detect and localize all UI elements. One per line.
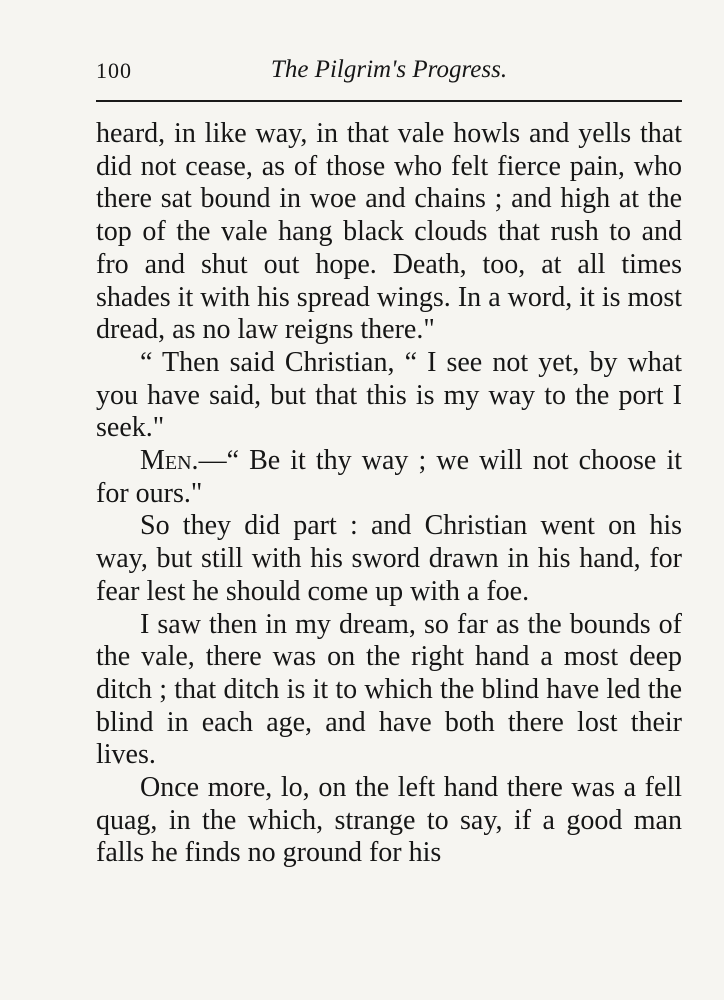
paragraph-6: Once more, lo, on the left hand there was a fell quag, in the which, strange to say, if a good man falls he finds no ground for his [96,772,682,869]
paragraph-3 [96,445,682,510]
paragraph-1: heard, in like way, in that vale howls and yells that did not cease, as of those who felt fierce pain, who there sat bound in woe and chains ; and high at the top of the vale hang black clouds that rush to and fro and shut out hope. Death, too, at all times shades it with his spread wings. In a word, it is most dread, as no law reigns there." [96,118,682,346]
speaker-label: Men. [140,445,199,477]
header-rule [96,100,682,102]
paragraph-4: So they did part : and Christian went on his way, but still with his sword drawn in his hand, for fear lest he should come up with a foe. [96,510,682,607]
body-text [96,118,682,870]
paragraph-5: I saw then in my dream, so far as the bounds of the vale, there was on the right hand a most deep ditch ; that ditch is it to which the blind have led the blind in each age, and have both there lost their lives. [96,608,682,771]
page-number: 100 [96,58,132,83]
speech-text: —“ Be it thy way ; we will not choose it for ours." [96,445,682,509]
page-header [96,56,682,96]
paragraph-2: “ Then said Christian, “ I see not yet, by what you have said, but that this is my way to the port I seek." [96,346,682,444]
running-title: The Pilgrim's Progress. [270,56,508,83]
